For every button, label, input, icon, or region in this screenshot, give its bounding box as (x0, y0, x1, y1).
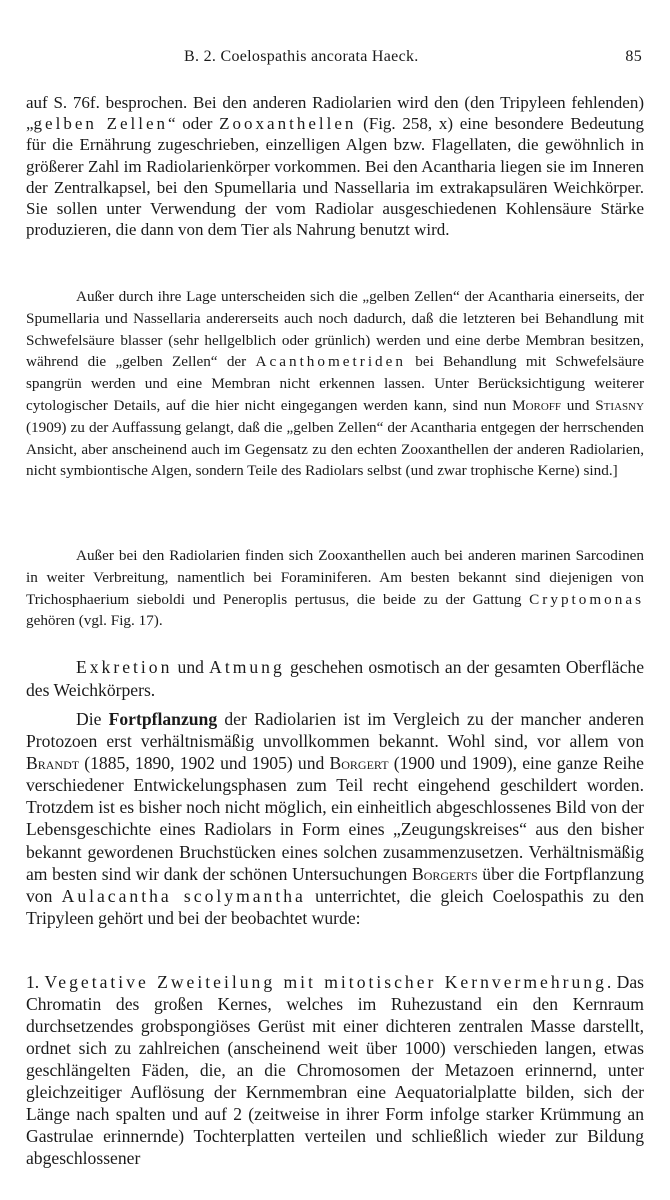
text-run: auf S. 76f. besprochen. Bei den anderen Radiolarien wird den (den Tripyleen fehlenden) „ (26, 93, 644, 134)
text-run: 1. (26, 972, 45, 992)
spaced-term: gelben Zellen (33, 114, 168, 134)
text-run: geschehen osmotisch an der gesamten Oberfläche des Weichkörpers. (26, 657, 645, 700)
page-number: 85 (625, 48, 642, 65)
spaced-term: Acanthometriden (255, 353, 406, 371)
text-run: (1909) zu der Auffassung gelangt, daß die „gelben Zellen“ der Acantharia entgegen der herrschenden Ansicht, aber anscheinend auch im Gegensatz zu den echten Zooxanthellen der anderen Radiolarien, nicht symbiontische Algen, sondern Teile des Radiolars selbst (und zwar trophische Kerne) sind.] (26, 418, 644, 480)
text-run: unterrichtet, die gleich Coelospathis zu den Tripyleen gehört und bei der beobachtet wurde: (26, 885, 644, 928)
paragraph-zweiteilung (26, 971, 644, 1169)
author-name: Brandt (26, 753, 80, 774)
text-run: Die (76, 709, 109, 729)
spaced-term: Zooxanthellen (219, 114, 357, 134)
text-run: der Radiolarien ist im Vergleich zu der mancher anderen Protozoen erst verhältnismäßig unvollkommen bekannt. Wohl sind, vor allem von (26, 709, 644, 752)
text-run: . Das Chromatin des großen Kernes, welches im Ruhezustand ein den Kernraum durchsetzendes grobspongiöses Gerüst mit einer dichteren zentralen Masse darstellt, ordnet sich zu zahlreichen (anscheinend weit über 1000) verschieden langen, etwas geschlängelten Fäden, die, an die Chromosomen der Metazoen erinnernd, unter gleichzeitiger Auflösung der Kernmembran eine Aequatorialplatte bilden, sich der Länge nach spalten und auf 2 (zeitweise in ihrer Form infolge starker Krümmung an Gastrulae erinnernde) Tochterplatten verteilen und schließlich wieder zur Bildung abgeschlossener (26, 972, 644, 1168)
text-run: Außer durch ihre Lage unterscheiden sich die „gelben Zellen“ der Acantharia einerseits, der Spumellaria und Nassellaria andererseits auch noch dadurch, daß die letzteren bei Behandlung mit Schwefelsäure blasser (sehr hellgelblich oder grünlich) werden und eine derbe Membran besitzen, während die „gelben Zellen“ der (26, 288, 644, 371)
author-name: Moroff (512, 396, 562, 414)
text-run: (1900 und 1909), eine ganze Reihe verschiedener Entwickelungsphasen zum Teil recht eingehend geschildert worden. Trotzdem ist es bisher noch nicht möglich, ein einheitlich abgeschlossenes Bild von der Lebensgeschichte eines Radiolars in Form eines „Zeugungskreises“ aus den bisher bekannt gewordenen Bruchstücken eines solchen zusammenzusetzen. Verhältnismäßig am besten sind wir dank der schönen Untersuchungen (26, 753, 644, 884)
paragraph-sarcodinen (26, 545, 644, 632)
paragraph-gelbe-zellen (26, 286, 644, 482)
spaced-term: Atmung (209, 657, 285, 677)
spaced-term: Cryptomonas (529, 590, 644, 608)
text-run: und (172, 657, 210, 677)
author-name: Stiasny (595, 396, 645, 414)
spaced-term: Aulacantha scolymantha (61, 885, 306, 906)
text-run: Außer bei den Radiolarien finden sich Zooxanthellen auch bei anderen marinen Sarcodinen in weiter Verbreitung, namentlich bei Foraminiferen. Am besten bekannt sind diejenigen von Trichosphaerium sieboldi und Peneroplis pertusus, die beide zu der Gattung (26, 547, 644, 608)
spaced-term: Exkretion (76, 657, 173, 677)
text-run: gehören (vgl. Fig. 17). (26, 612, 163, 630)
text-run: bei Behandlung mit Schwefelsäure spangrün werden und eine Membran nicht erkennen lassen. Unter Berücksichtigung weiterer cytologischer Details, auf die hier nicht eingegangen werden kann, sind nun (26, 353, 644, 414)
text-run: und (561, 396, 596, 414)
text-run: “ oder (168, 114, 220, 134)
paragraph-zooxanthellen-intro (26, 92, 644, 240)
text-run: über die Fortpflanzung von (26, 863, 645, 906)
text-run: (Fig. 258, x) eine besondere Bedeutung für die Ernährung zugeschrieben, einzelligen Algen bzw. Flagellaten, die gewöhnlich in größerer Zahl im Radiolarienkörper vorkommen. Bei den Acantharia liegen sie im Inneren der Zentralkapsel, bei den Spumellaria und Nassellaria im extrakapsulären Weichkörper. Sie sollen unter Verwendung der vom Radiolar ausgeschiedenen Kohlensäure Stärke produzieren, die dann von dem Tier als Nahrung benutzt wird. (26, 114, 644, 240)
spaced-term: Vegetative Zweiteilung mit mitotischer Kernvermehrung (44, 972, 607, 992)
paragraph-fortpflanzung (26, 708, 644, 929)
running-title: B. 2. Coelospathis ancorata Haeck. (184, 48, 419, 65)
author-name: Borgert (329, 753, 389, 774)
text-run: (1885, 1890, 1902 und 1905) und (79, 753, 330, 774)
running-header (26, 48, 644, 70)
author-name: Borgerts (411, 863, 478, 884)
paragraph-exkretion (26, 656, 644, 701)
bold-term: Fortpflanzung (108, 709, 218, 729)
